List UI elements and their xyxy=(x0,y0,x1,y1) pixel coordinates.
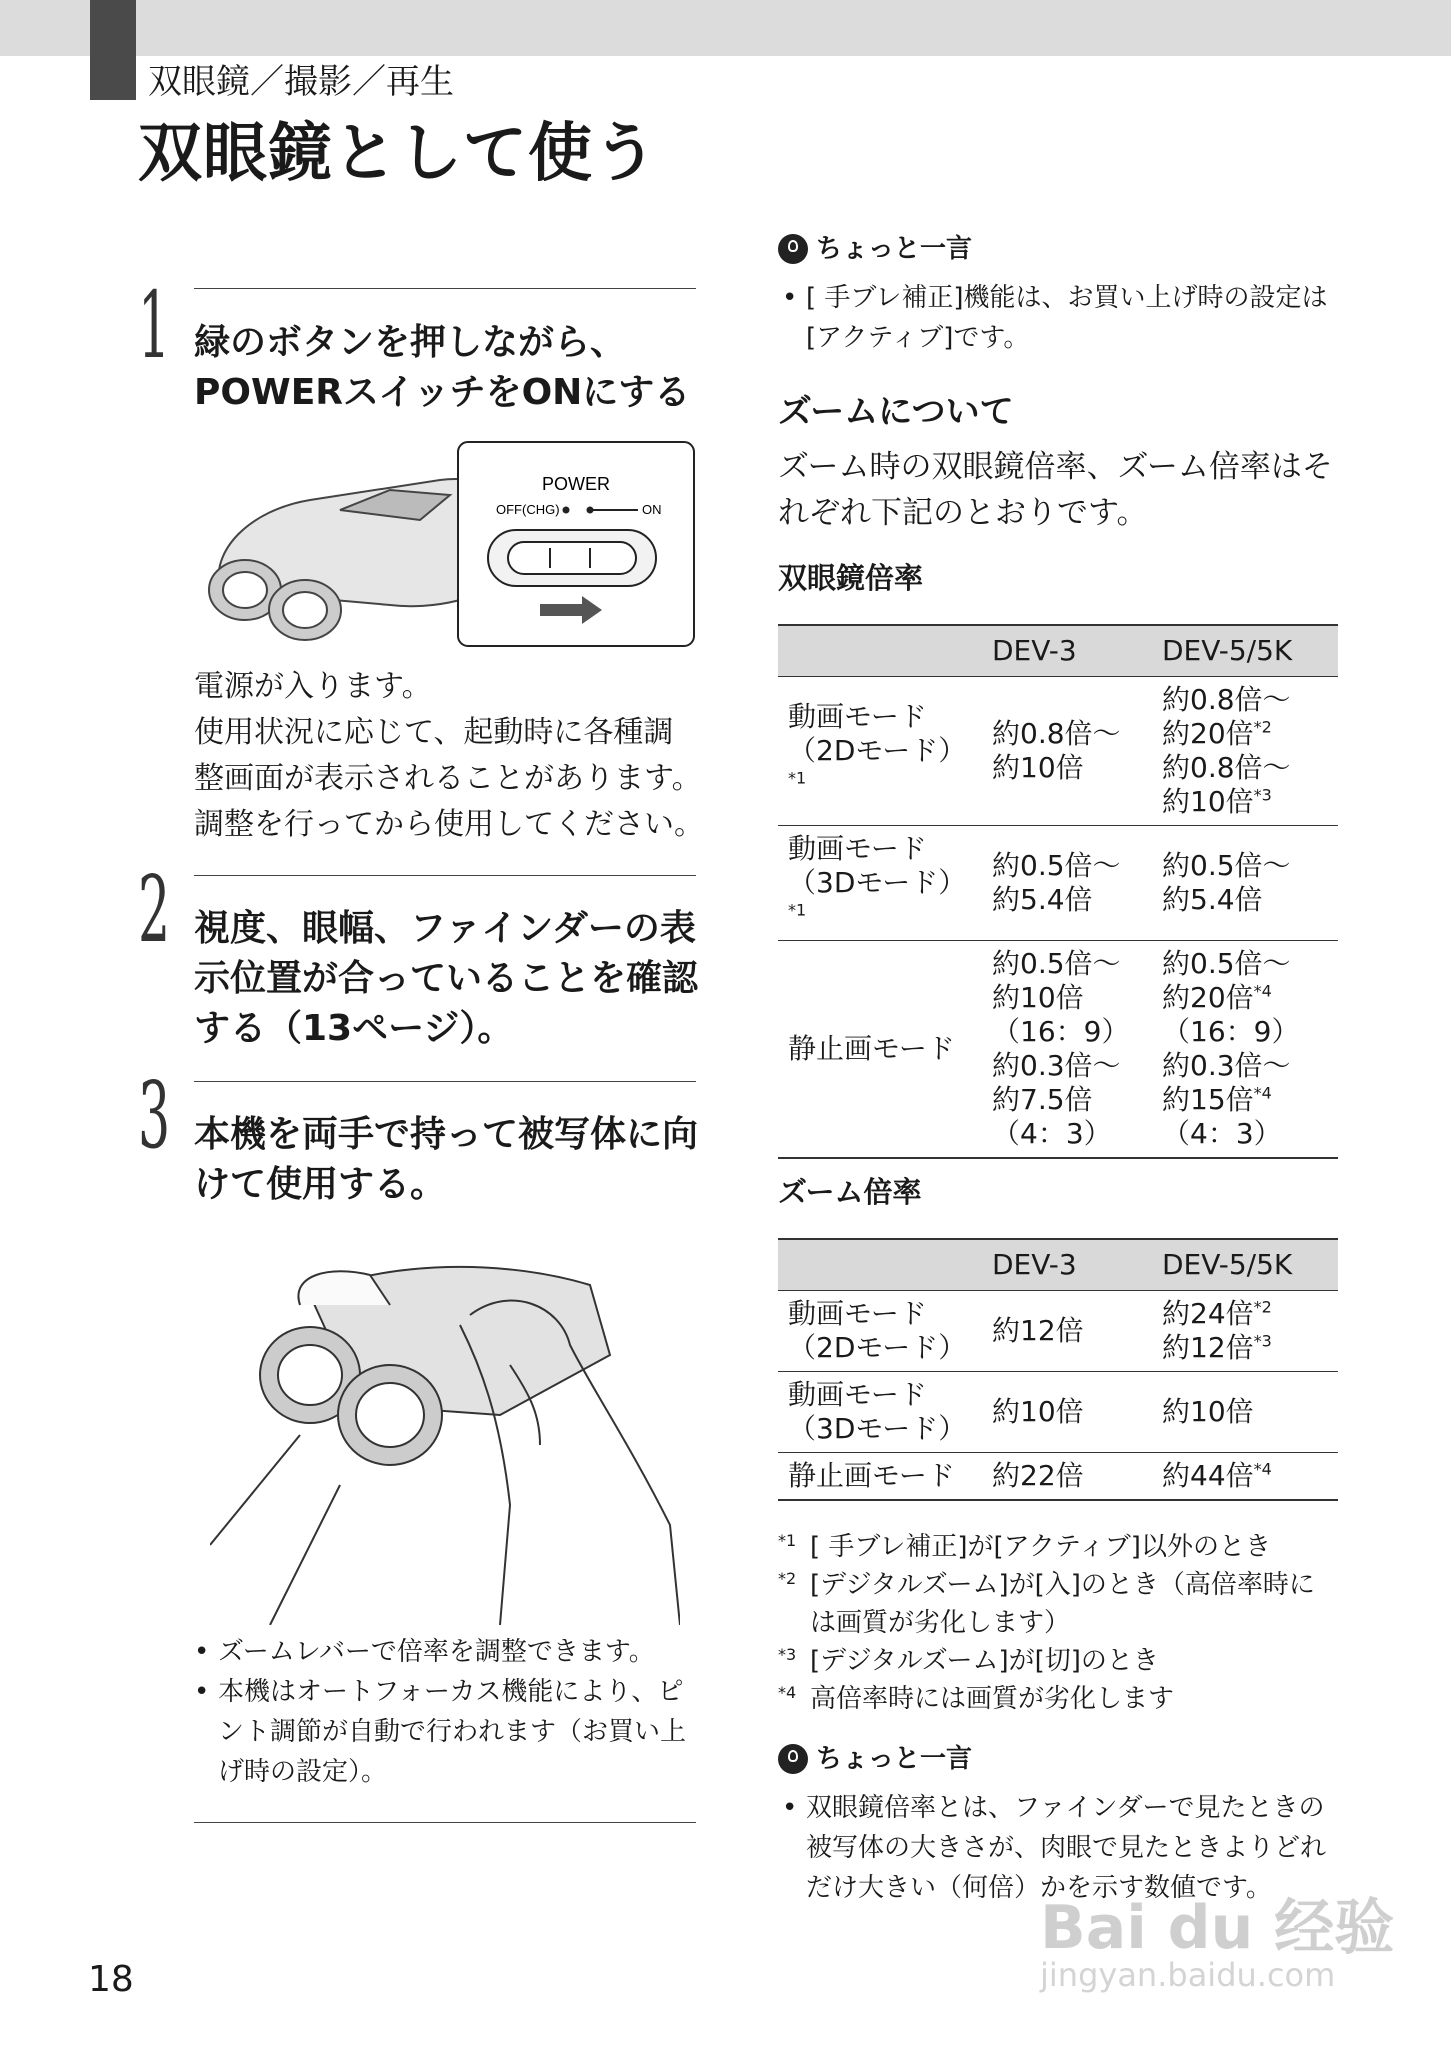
step-divider xyxy=(194,288,696,289)
list-item: • 双眼鏡倍率とは、ファインダーで見たときの被写体の大きさが、肉眼で見たときよりどれだけ大きい（何倍）かを示す数値です。 xyxy=(782,1788,1342,1908)
footnote: *4 高倍率時には画質が劣化します xyxy=(778,1683,1175,1714)
step-number: 2 xyxy=(138,856,171,963)
step-text: 本機を両手で持って被写体に向けて使用する。 xyxy=(194,1114,699,1205)
note-line: 調整を行ってから使用してください。 xyxy=(194,807,704,842)
dev3-cell: 約0.5倍～ 約10倍 （16：9） 約0.3倍～ 約7.5倍 （4：3） xyxy=(982,941,1152,1159)
watermark-url: jingyan.baidu.com xyxy=(1040,1956,1336,1994)
zoom-intro: ズーム時の双眼鏡倍率、ズーム倍率はそれぞれ下記のとおりです。 xyxy=(778,449,1333,531)
step3-bullets xyxy=(194,1632,694,1792)
power-switch-illustration xyxy=(190,430,700,650)
dev5-cell: 約0.5倍～ 約20倍$^{*4}$ （16：9） 約0.3倍～ 約15倍$^{*4}$ （4：3） xyxy=(1152,941,1338,1159)
table-row xyxy=(778,1372,1338,1453)
step1-notes xyxy=(194,664,704,848)
dev3-cell: 約22倍 xyxy=(982,1453,1152,1501)
dev5-cell: 約44倍$^{*4}$ xyxy=(1152,1453,1338,1501)
binocular-magnification-table xyxy=(778,624,1338,1159)
page-title: 双眼鏡として使う xyxy=(138,117,658,191)
mode-cell: 動画モード （2Dモード）$^{*1}$ xyxy=(778,677,982,826)
table-header-row: DEV-3 DEV-5/5K xyxy=(778,1239,1338,1291)
lightbulb-icon xyxy=(778,234,808,264)
zoom-magnification-heading: ズーム倍率 xyxy=(778,1175,922,1209)
dev5-cell: 約0.5倍～ 約5.4倍 xyxy=(1152,826,1338,941)
table-row xyxy=(778,941,1338,1159)
section-end-divider xyxy=(194,1822,696,1823)
dev3-cell: 約10倍 xyxy=(982,1372,1152,1453)
note-line: 整画面が表示されることがあります。 xyxy=(194,761,702,796)
step-text: 緑のボタンを押しながら、POWERスイッチをONにする xyxy=(194,322,691,413)
zoom-magnification-table xyxy=(778,1238,1338,1501)
mode-cell: 動画モード （3Dモード）$^{*1}$ xyxy=(778,826,982,941)
section-tab-marker xyxy=(90,0,136,100)
off-label: OFF(CHG) xyxy=(496,502,560,517)
list-item: • [ 手ブレ補正]機能は、お買い上げ時の設定は[アクティブ]です。 xyxy=(782,278,1342,358)
power-label: POWER xyxy=(541,474,611,494)
dev5-cell: 約24倍$^{*2}$ 約12倍$^{*3}$ xyxy=(1152,1291,1338,1372)
dev3-cell: 約0.8倍～ 約10倍 xyxy=(982,677,1152,826)
step-text: 視度、眼幅、ファインダーの表示位置が合っていることを確認する（13ページ）。 xyxy=(194,908,699,1049)
tip-heading: ちょっと一言 xyxy=(778,232,972,266)
tip1-list xyxy=(782,278,1342,358)
note-line: 使用状況に応じて、起動時に各種調 xyxy=(194,715,674,750)
dev3-cell: 約12倍 xyxy=(982,1291,1152,1372)
dev5-cell: 約10倍 xyxy=(1152,1372,1338,1453)
top-bar xyxy=(0,0,1451,56)
table-row xyxy=(778,826,1338,941)
binocular-magnification-heading: 双眼鏡倍率 xyxy=(778,561,924,595)
table-header-row: DEV-3 DEV-5/5K xyxy=(778,625,1338,677)
mode-cell: 動画モード （3Dモード） xyxy=(778,1372,982,1453)
list-item: • ズームレバーで倍率を調整できます。 xyxy=(194,1632,694,1672)
page-number: 18 xyxy=(88,1959,134,2000)
step-number: 3 xyxy=(138,1062,171,1169)
dev3-cell: 約0.5倍～ 約5.4倍 xyxy=(982,826,1152,941)
dev5-cell: 約0.8倍～ 約20倍$^{*2}$ 約0.8倍～ 約10倍$^{*3}$ xyxy=(1152,677,1338,826)
footnote: *1 [ 手ブレ補正]が[アクティブ]以外のとき xyxy=(778,1531,1271,1562)
tip-heading: ちょっと一言 xyxy=(778,1742,972,1776)
hands-holding-binoculars-illustration xyxy=(210,1245,680,1625)
mode-cell: 静止画モード xyxy=(778,1453,982,1501)
table-row xyxy=(778,1453,1338,1501)
zoom-heading: ズームについて xyxy=(778,392,1014,432)
step-divider xyxy=(194,1081,696,1082)
watermark-logo: Bai du 经验 xyxy=(1040,1893,1395,1963)
footnote: *3 [デジタルズーム]が[切]のとき xyxy=(778,1645,1159,1676)
step-divider xyxy=(194,875,696,876)
note-line: 電源が入ります。 xyxy=(194,669,432,704)
on-label: ON xyxy=(642,502,662,517)
list-item: • 本機はオートフォーカス機能により、ピント調節が自動で行われます（お買い上げ時の設定）。 xyxy=(194,1672,694,1792)
mode-cell: 動画モード （2Dモード） xyxy=(778,1291,982,1372)
footnotes xyxy=(778,1528,1338,1718)
mode-cell: 静止画モード xyxy=(778,941,982,1159)
step-number: 1 xyxy=(138,272,171,379)
power-switch xyxy=(508,542,636,574)
footnote: *2 [デジタルズーム]が[入]のとき（高倍率時には画質が劣化します） xyxy=(778,1569,1315,1638)
table-row xyxy=(778,677,1338,826)
table-row xyxy=(778,1291,1338,1372)
section-label: 双眼鏡／撮影／再生 xyxy=(148,62,454,102)
lightbulb-icon xyxy=(778,1744,808,1774)
